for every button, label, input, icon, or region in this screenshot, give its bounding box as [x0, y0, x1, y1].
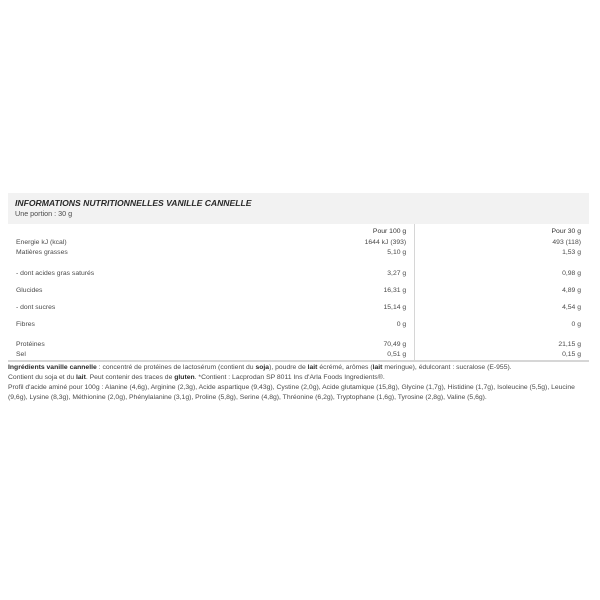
amino-list: Alanine (4,6g), Arginine (2,3g), Acide aspartique (9,43g), Cystine (2,0g), Acide glutamique (15,8g), Glycine (1,7g), Histidine (1,7g), Isoleucine (5,5g), Leucine (9,6g), Lysine (8,3g), Méthionine (2,0g), Phénylalanine (3,1g), Proline (5,8g), Serine (4,8g), Thréonine (6,2g), Tryptophane (1,6g), Tyrosine (2,8g), Valine (5,6g). [8, 384, 575, 401]
row-value-per100: 5,10 g [310, 248, 415, 265]
page-title: INFORMATIONS NUTRITIONNELLES VANILLE CANNELLE [15, 198, 252, 208]
row-label: Protéines [16, 341, 45, 348]
row-label: Glucides [16, 286, 43, 294]
table-row [8, 265, 589, 282]
table-row [8, 248, 589, 265]
allergen: gluten [174, 374, 195, 381]
table-row [8, 316, 589, 333]
allergen: lait [307, 364, 318, 371]
ingredients-text: meringue), édulcorant : sucralose (E-955). [382, 364, 512, 371]
row-value-per30: 21,15 g [558, 341, 581, 348]
allergen: lait [372, 364, 383, 371]
row-value-per30: 1,53 g [562, 249, 581, 256]
table-header-row [8, 224, 589, 238]
row-value-per30: 4,54 g [562, 303, 581, 311]
row-label: Energie kJ (kcal) [16, 239, 67, 246]
table-row [8, 299, 589, 316]
ingredients-heading: Ingrédients vanille cannelle [8, 364, 97, 371]
nutrition-table [8, 224, 589, 361]
nutrition-sheet [8, 193, 589, 403]
ingredients-text: : concentré de protéines de lactosérum (contient du [96, 364, 256, 371]
row-value-per100: 70,49 g [310, 333, 415, 350]
row-value-per100: 16,31 g [310, 282, 415, 299]
row-value-per30: 0,15 g [415, 350, 589, 361]
row-value-per30: 0,98 g [562, 269, 581, 277]
row-label: Sel [8, 350, 310, 361]
allergen: soja [255, 364, 270, 371]
allergen-text: . Peut contenir des traces de [85, 374, 175, 381]
amino-prefix: Profil d'acide aminé pour 100g : [8, 384, 105, 391]
table-row [8, 282, 589, 299]
row-value-per100: 3,27 g [310, 265, 415, 282]
allergen-paragraph [8, 373, 589, 383]
row-value-per30: 4,89 g [562, 286, 581, 294]
row-value-per100: 0,51 g [310, 350, 415, 361]
ingredients-block [8, 361, 589, 403]
row-label: - dont sucres [16, 303, 56, 311]
column-header-per100: Pour 100 g [310, 224, 415, 238]
row-value-per100: 0 g [310, 316, 415, 333]
ingredients-text: écrémé, arômes ( [317, 364, 373, 371]
allergen: lait [76, 374, 86, 381]
ingredients-text: ), poudre de [269, 364, 308, 371]
table-row [8, 350, 589, 361]
row-value-per30: 493 (118) [552, 239, 581, 246]
row-value-per30: 0 g [571, 320, 581, 328]
nutrition-header [8, 193, 589, 224]
table-row [8, 333, 589, 350]
row-label: Fibres [16, 320, 35, 328]
column-header-per30: Pour 30 g [551, 228, 581, 235]
row-value-per100: 1644 kJ (393) [310, 238, 415, 248]
row-label: Matières grasses [16, 249, 68, 256]
allergen-text: . *Contient : Lacprodan SP 8011 Ins d'Arla Foods Ingredients®. [194, 374, 385, 381]
table-row [8, 238, 589, 248]
amino-acid-profile [8, 383, 589, 403]
header-spacer [8, 224, 310, 238]
row-value-per100: 15,14 g [310, 299, 415, 316]
allergen-text: Contient du soja et du [8, 374, 77, 381]
row-label: - dont acides gras saturés [16, 269, 95, 277]
ingredients-paragraph [8, 363, 589, 373]
portion-size: Une portion : 30 g [15, 209, 73, 218]
